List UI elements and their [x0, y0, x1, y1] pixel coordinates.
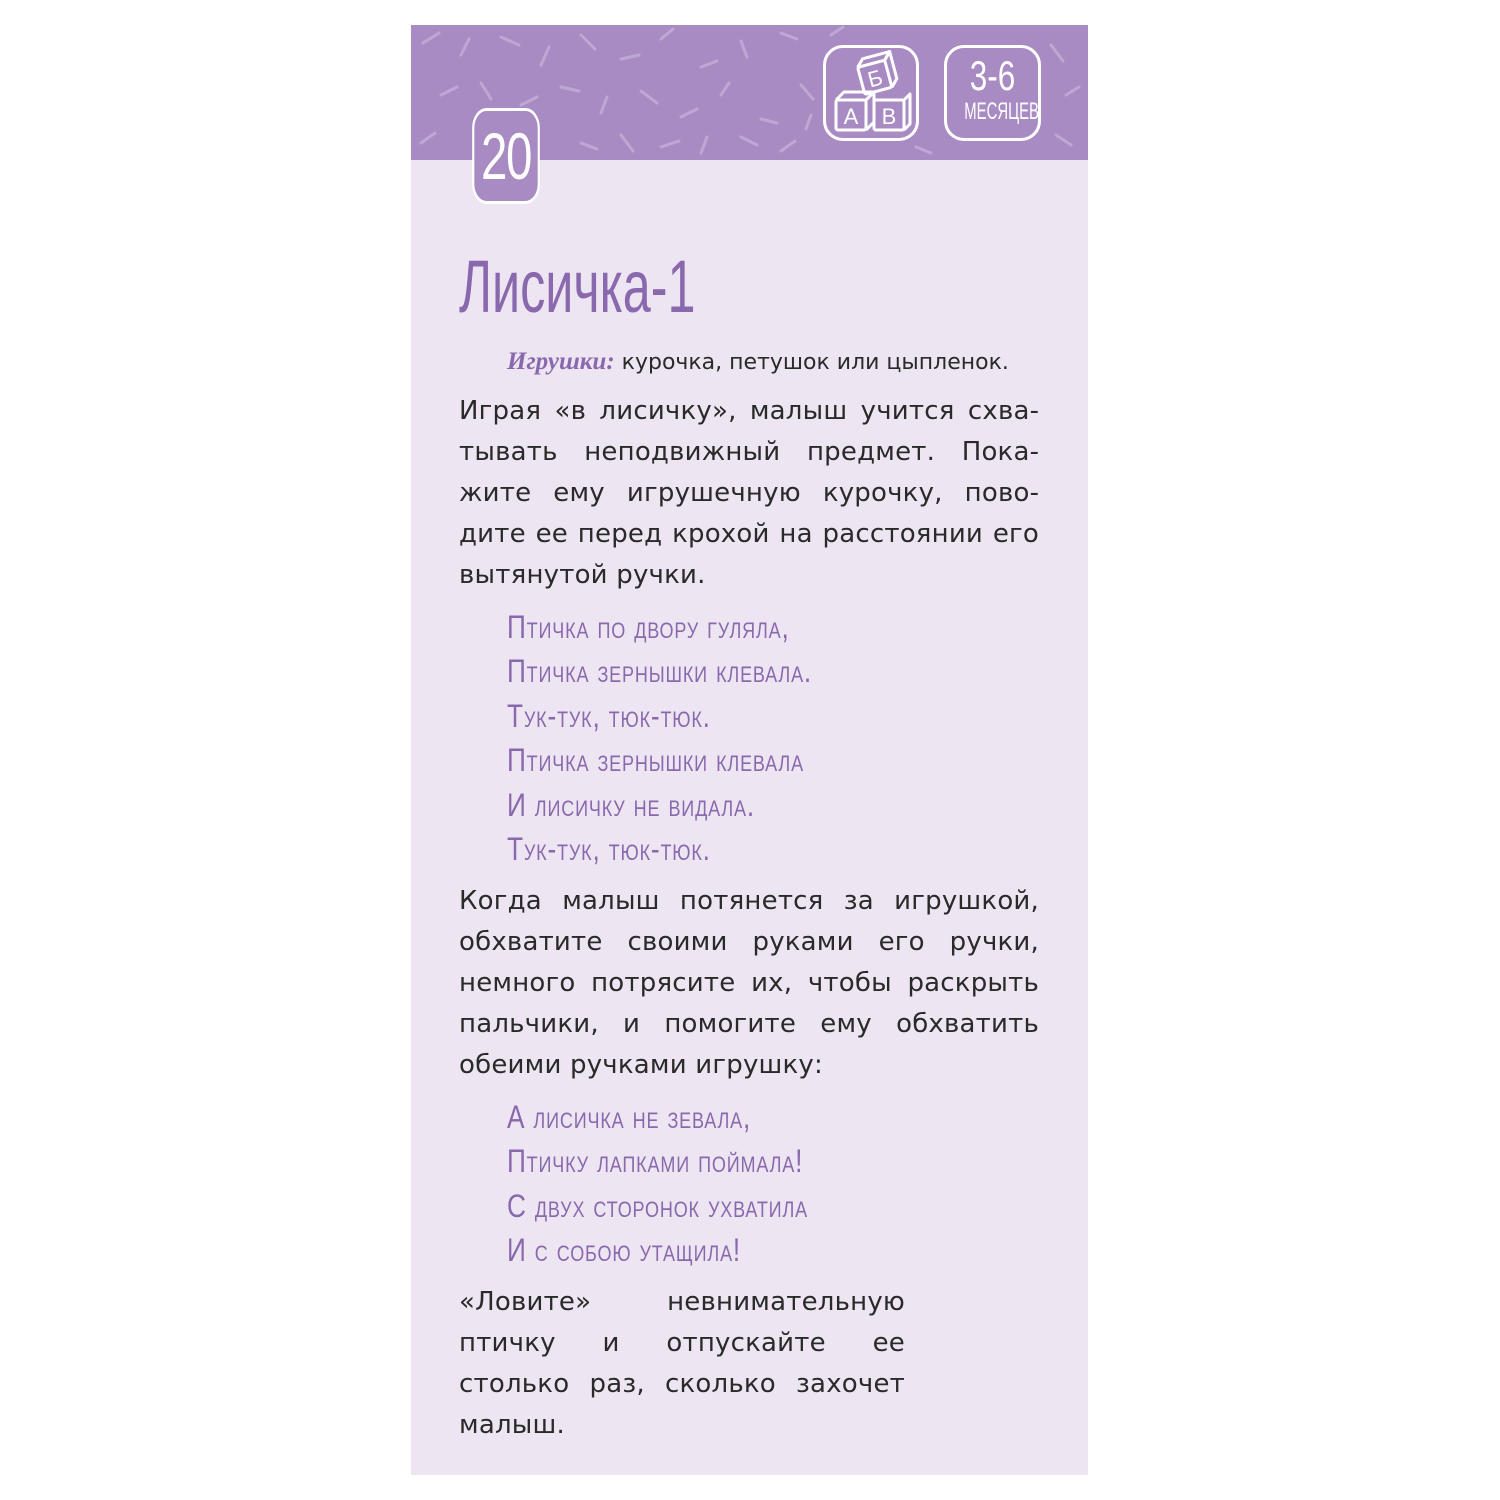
- card-number: 20: [481, 119, 531, 193]
- verse-line: Птичка зернышки клевала.: [507, 653, 813, 690]
- card-title: Лисичка-1: [459, 245, 696, 328]
- age-range: 3-6: [969, 52, 1016, 99]
- verse-line: И с собою утащила!: [507, 1232, 742, 1269]
- block-letter-a: А: [843, 104, 859, 129]
- activity-card: [411, 25, 1088, 1475]
- closing-paragraph: «Ловите» невнимательную птичку и отпускайте ее столько раз, сколько захочет малыш.: [459, 1287, 905, 1440]
- instruction-paragraph: Когда малыш потянется за игрушкой, обхватите своими руками его ручки, немного потрясите их, чтобы раскрыть пальчики, и помогите ему обхватить обеими ручками игрушку:: [459, 886, 1039, 1080]
- age-unit: МЕСЯЦЕВ: [964, 98, 1039, 125]
- verse-line: С двух сторонок ухватила: [507, 1187, 808, 1224]
- verse-line: Тук-тук, тюк-тюк.: [507, 697, 711, 734]
- intro-paragraph: Играя «в лисичку», малыш учится схватывать неподвижный предмет. Покажите ему игрушечную курочку, поводите ее перед крохой на расстоянии его вытянутой ручки.: [459, 396, 1039, 590]
- verse-line: Тук-тук, тюк-тюк.: [507, 831, 711, 868]
- verse-block-1: [507, 605, 1047, 871]
- card-number-badge: [472, 108, 540, 204]
- age-badge: [944, 45, 1041, 141]
- verse-line: А лисичка не зевала,: [507, 1099, 752, 1135]
- toys-text: курочка, петушок или цыпленок.: [614, 350, 1009, 375]
- block-letter-b: Б: [864, 64, 886, 93]
- toys-label: Игрушки:: [507, 348, 615, 375]
- verse-block-2: [507, 1095, 1047, 1273]
- toys-line: [507, 345, 1067, 380]
- verse-line: И лисичку не видала.: [507, 786, 755, 823]
- verse-line: Птичку лапками поймала!: [507, 1143, 804, 1180]
- toy-blocks-badge: [823, 45, 919, 141]
- verse-line: Птичка по двору гуляла,: [507, 609, 790, 645]
- toy-blocks-icon: [826, 48, 916, 138]
- verse-line: Птичка зернышки клевала: [507, 742, 804, 779]
- block-letter-v: В: [881, 104, 897, 129]
